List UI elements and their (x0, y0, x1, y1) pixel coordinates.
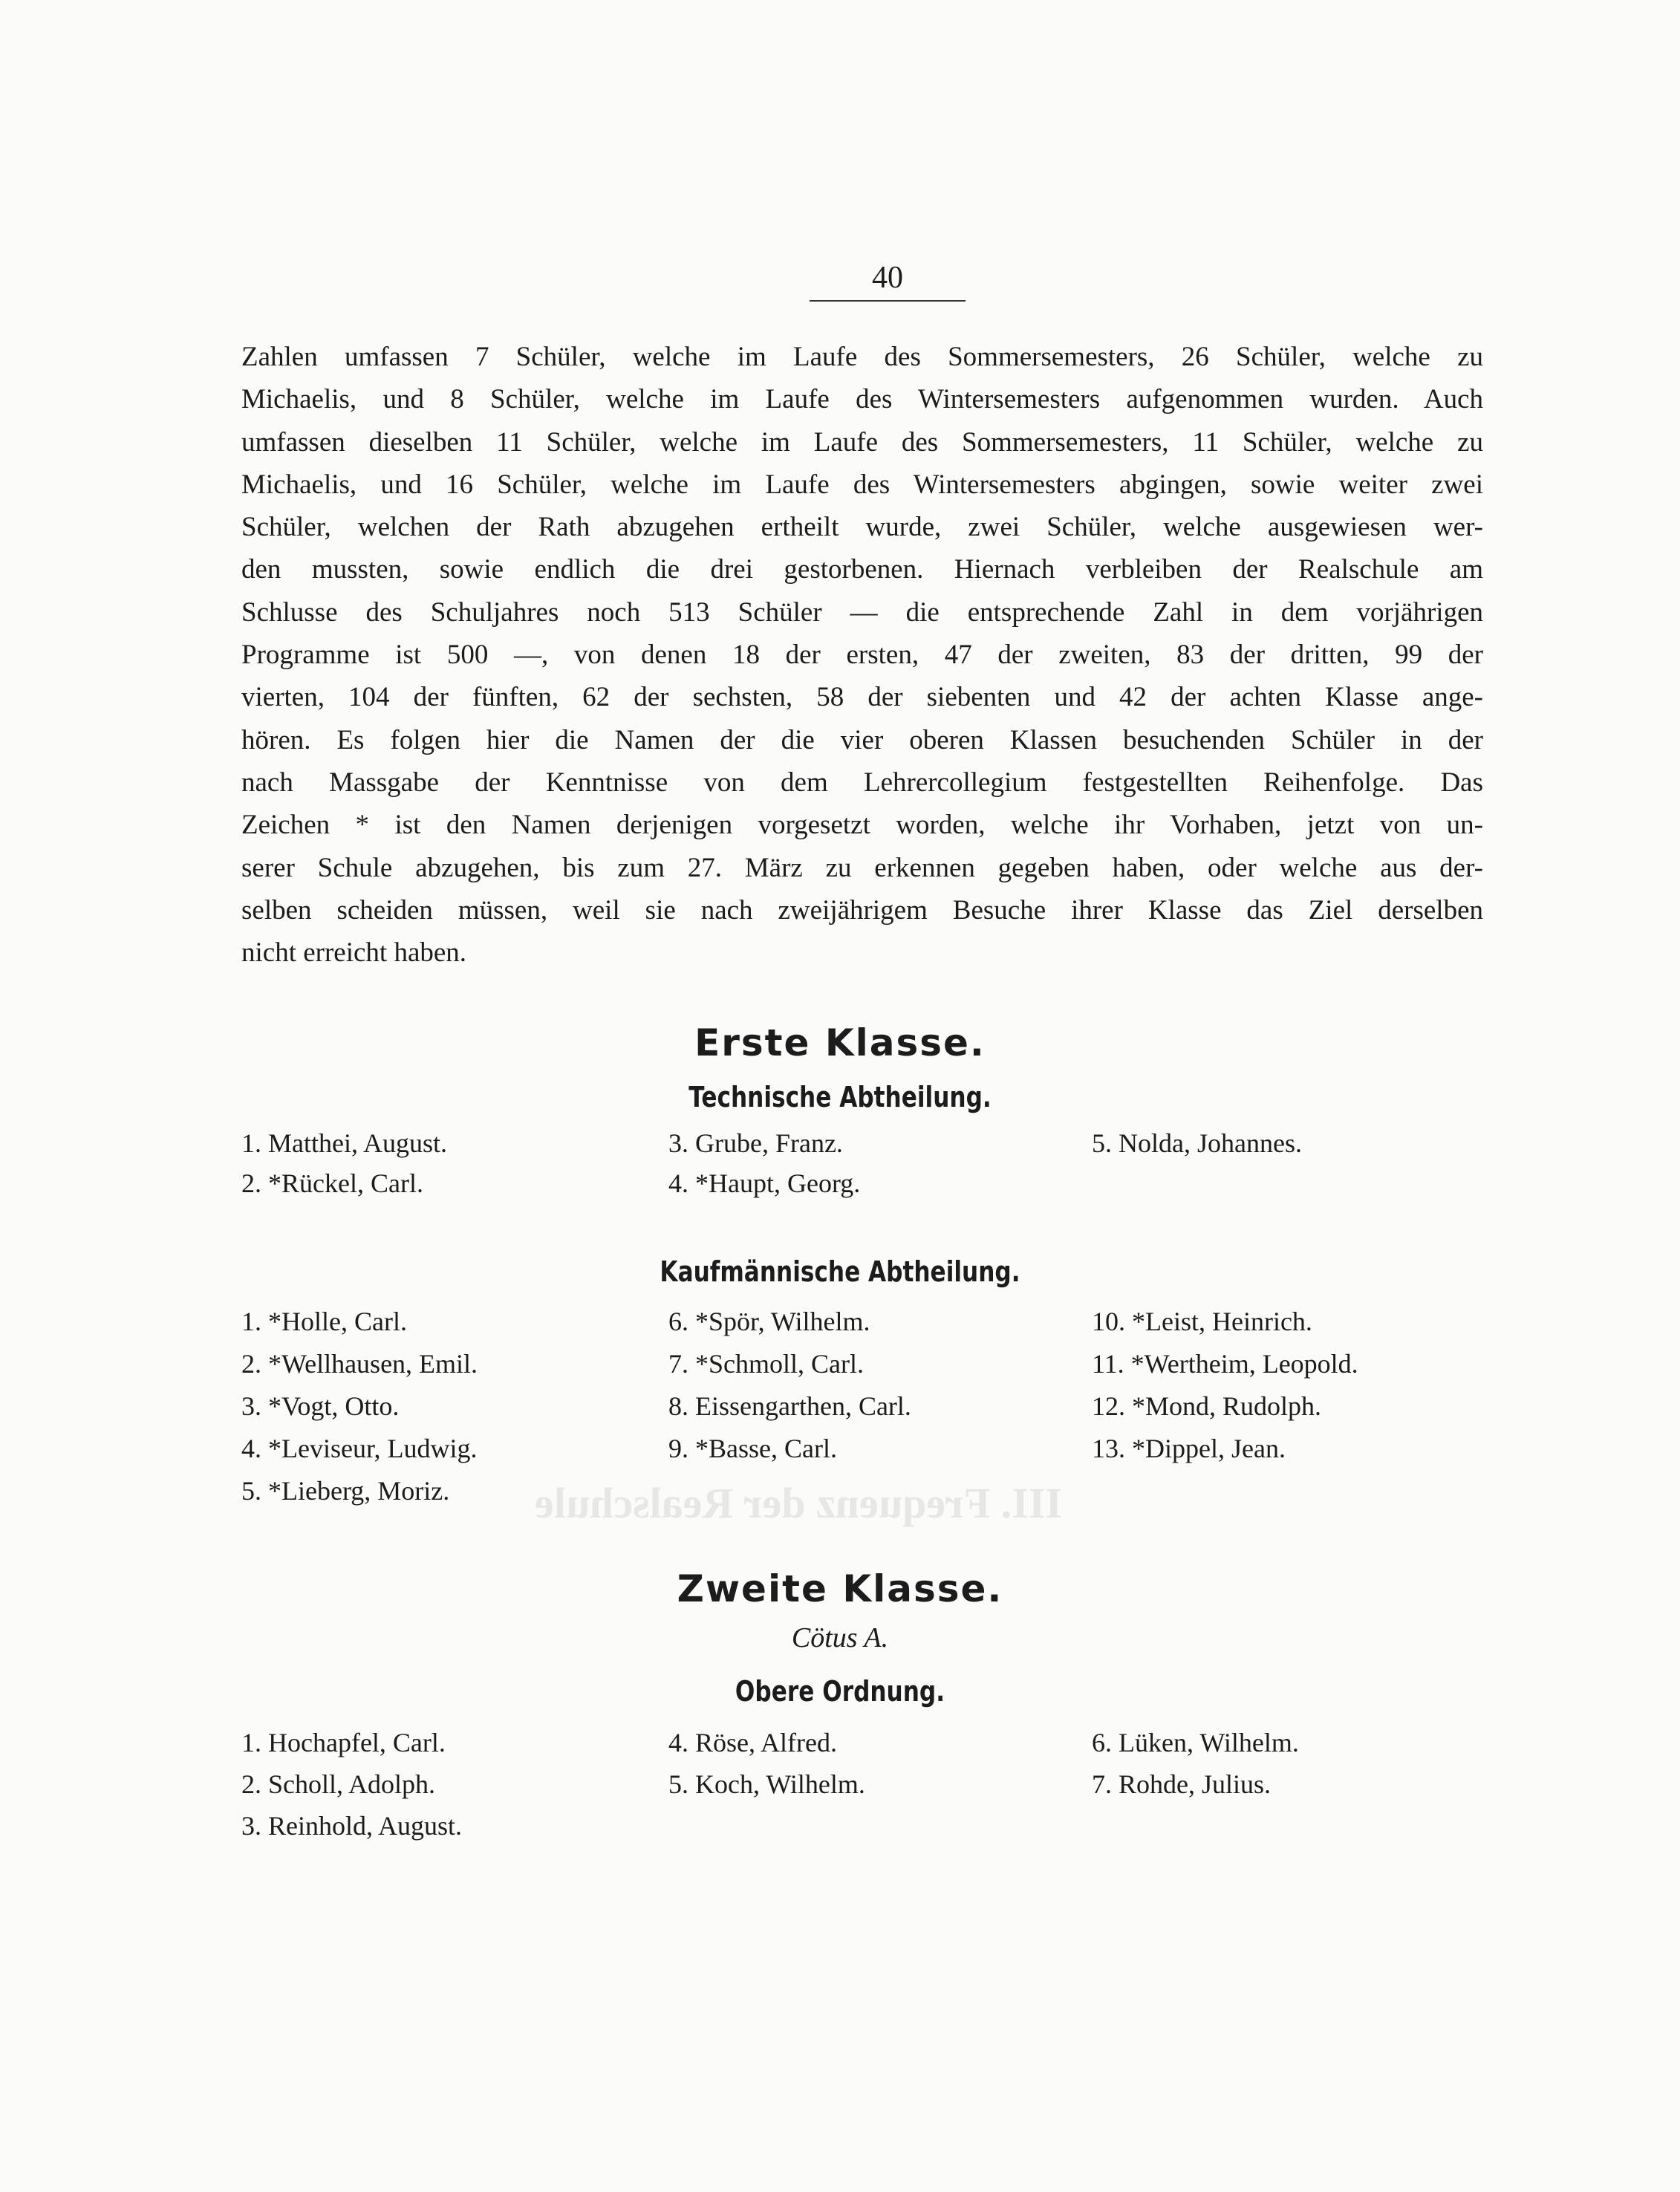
student-row (0, 1306, 1680, 1346)
student-name: 7. Rohde, Julius. (1092, 1769, 1272, 1799)
paragraph-line: Zahlen umfassen 7 Schüler, welche im Laufe des Sommersemesters, 26 Schüler, welche zu (241, 342, 1483, 372)
student-row (0, 1168, 1680, 1208)
student-name: 5. Koch, Wilhelm. (668, 1769, 865, 1799)
student-name: 1. *Holle, Carl. (241, 1307, 407, 1336)
student-name: 10. *Leist, Heinrich. (1092, 1307, 1312, 1336)
student-row (0, 1348, 1680, 1388)
student-name: 4. *Haupt, Georg. (668, 1168, 861, 1198)
coetus-heading: Cötus A. (791, 1622, 889, 1653)
paragraph-line: selben scheiden müssen, weil sie nach zweijährigem Besuche ihrer Klasse das Ziel derselben (241, 894, 1483, 926)
student-name: 4. Röse, Alfred. (668, 1728, 837, 1757)
student-name: 8. Eissengarthen, Carl. (668, 1391, 911, 1421)
student-row (0, 1727, 1680, 1767)
student-name: 5. Nolda, Johannes. (1092, 1128, 1302, 1158)
student-name: 9. *Basse, Carl. (668, 1434, 837, 1463)
student-name: 1. Hochapfel, Carl. (241, 1728, 446, 1757)
paragraph-line: Schlusse des Schuljahres noch 513 Schüler — die entsprechende Zahl in dem vorjährigen (241, 596, 1483, 628)
student-name: 6. Lüken, Wilhelm. (1092, 1728, 1299, 1757)
student-name: 7. *Schmoll, Carl. (668, 1349, 864, 1379)
paragraph-line: nicht erreicht haben. (241, 937, 467, 969)
student-name: 11. *Wertheim, Leopold. (1092, 1349, 1358, 1379)
student-name: 3. Reinhold, August. (241, 1811, 463, 1841)
paragraph-line: vierten, 104 der fünften, 62 der sechsten, 58 der siebenten und 42 der achten Klasse ange- (241, 682, 1483, 713)
student-name: 13. *Dippel, Jean. (1092, 1434, 1286, 1463)
page-number: 40 (810, 260, 966, 302)
paragraph-line: Michaelis, und 8 Schüler, welche im Laufe des Wintersemesters aufgenommen wurden. Auch (241, 384, 1483, 415)
paragraph-line: Zeichen * ist den Namen derjenigen vorgesetzt worden, welche ihr Vorhaben, jetzt von un- (241, 810, 1483, 841)
student-row (0, 1475, 1680, 1515)
kaufmaennische-abtheilung-heading: Kaufmännische Abtheilung. (660, 1255, 1020, 1288)
student-row (0, 1128, 1680, 1168)
student-name: 4. *Leviseur, Ludwig. (241, 1434, 478, 1463)
student-name: 6. *Spör, Wilhelm. (668, 1307, 870, 1336)
paragraph-line: Schüler, welchen der Rath abzugehen ertheilt wurde, zwei Schüler, welche ausgewiesen wer- (241, 512, 1483, 543)
paragraph-line: umfassen dieselben 11 Schüler, welche im Laufe des Sommersemesters, 11 Schüler, welche zu (241, 426, 1483, 458)
obere-ordnung-heading: Obere Ordnung. (735, 1675, 945, 1708)
body-paragraph (241, 336, 1483, 974)
student-name: 3. Grube, Franz. (668, 1128, 843, 1158)
student-row (0, 1769, 1680, 1809)
student-row (0, 1810, 1680, 1850)
student-name: 5. *Lieberg, Moriz. (241, 1476, 450, 1506)
bleed-through-heading: III. Frequenz der Realschule (535, 1479, 1062, 1527)
student-name: 12. *Mond, Rudolph. (1092, 1391, 1322, 1421)
student-name: 2. Scholl, Adolph. (241, 1769, 436, 1799)
paragraph-line: Michaelis, und 16 Schüler, welche im Laufe des Wintersemesters abgingen, sowie weiter zwei (241, 469, 1483, 500)
student-name: 1. Matthei, August. (241, 1128, 447, 1158)
erste-klasse-heading: Erste Klasse. (694, 1021, 986, 1064)
paragraph-line: nach Massgabe der Kenntnisse von dem Lehrercollegium festgestellten Reihenfolge. Das (241, 767, 1483, 798)
student-name: 3. *Vogt, Otto. (241, 1391, 400, 1421)
student-name: 2. *Rückel, Carl. (241, 1168, 423, 1198)
student-row (0, 1391, 1680, 1431)
zweite-klasse-heading: Zweite Klasse. (677, 1567, 1003, 1610)
student-name: 2. *Wellhausen, Emil. (241, 1349, 478, 1379)
technische-abtheilung-heading: Technische Abtheilung. (688, 1081, 992, 1113)
paragraph-line: den mussten, sowie endlich die drei gestorbenen. Hiernach verbleiben der Realschule am (241, 554, 1483, 585)
paragraph-line: Programme ist 500 —, von denen 18 der ersten, 47 der zweiten, 83 der dritten, 99 der (241, 640, 1483, 671)
paragraph-line: hören. Es folgen hier die Namen der die vier oberen Klassen besuchenden Schüler in der (241, 724, 1483, 755)
student-row (0, 1433, 1680, 1473)
paragraph-line: serer Schule abzugehen, bis zum 27. März zu erkennen gegeben haben, oder welche aus der- (241, 852, 1483, 883)
